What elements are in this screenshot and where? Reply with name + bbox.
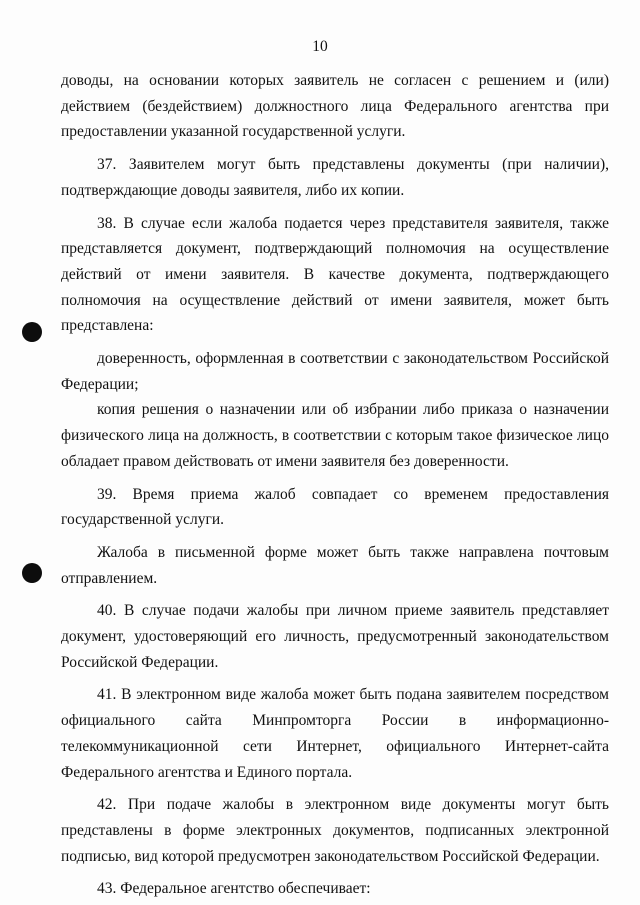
paragraph-38-item-power-of-attorney: доверенность, оформленная в соответствии с законодательством Российской Федерации; bbox=[61, 350, 609, 393]
punch-hole-mark bbox=[22, 322, 42, 342]
paragraph-continuation: доводы, на основании которых заявитель не согласен с решением и (или) действием (бездействием) должностного лица Федерального агентства при предоставлении указанной государственной услуги. bbox=[61, 72, 609, 141]
paragraph-42: 42. При подаче жалобы в электронном виде документы могут быть представлены в форме электронных документов, подписанных электронной подписью, вид которой предусмотрен законодательством Российской Федерации. bbox=[61, 796, 609, 865]
page-number: 10 bbox=[312, 38, 328, 55]
punch-hole-mark bbox=[22, 563, 42, 583]
paragraph-40: 40. В случае подачи жалобы при личном приеме заявитель представляет документ, удостоверяющий его личность, предусмотренный законодательством Российской Федерации. bbox=[61, 602, 609, 671]
paragraph-39: 39. Время приема жалоб совпадает со временем предоставления государственной услуги. bbox=[61, 485, 609, 529]
document-body bbox=[61, 68, 609, 902]
paragraph-39-postal: Жалоба в письменной форме может быть также направлена почтовым отправлением. bbox=[61, 543, 609, 587]
paragraph-43: 43. Федеральное агентство обеспечивает: bbox=[97, 880, 371, 898]
paragraph-37: 37. Заявителем могут быть представлены документы (при наличии), подтверждающие доводы заявителя, либо их копии. bbox=[61, 156, 609, 199]
paragraph-41: 41. В электронном виде жалоба может быть подана заявителем посредством официального сайта Минпромторга России в информационно-телекоммуникационной сети Интернет, официального Интернет-сайта Федерального агентства и Единого портала. bbox=[61, 686, 609, 781]
paragraph-38-item-appointment-copy: копия решения о назначении или об избрании либо приказа о назначении физического лица на должность, в соответствии с которым такое физическое лицо обладает правом действовать от имени заявителя без доверенности. bbox=[61, 401, 609, 470]
paragraph-38: 38. В случае если жалоба подается через представителя заявителя, также представляется документ, подтверждающий полномочия на осуществление действий от имени заявителя. В качестве документа, подтверждающего полномочия на осуществление действий от имени заявителя, может быть представлена: bbox=[61, 214, 609, 335]
